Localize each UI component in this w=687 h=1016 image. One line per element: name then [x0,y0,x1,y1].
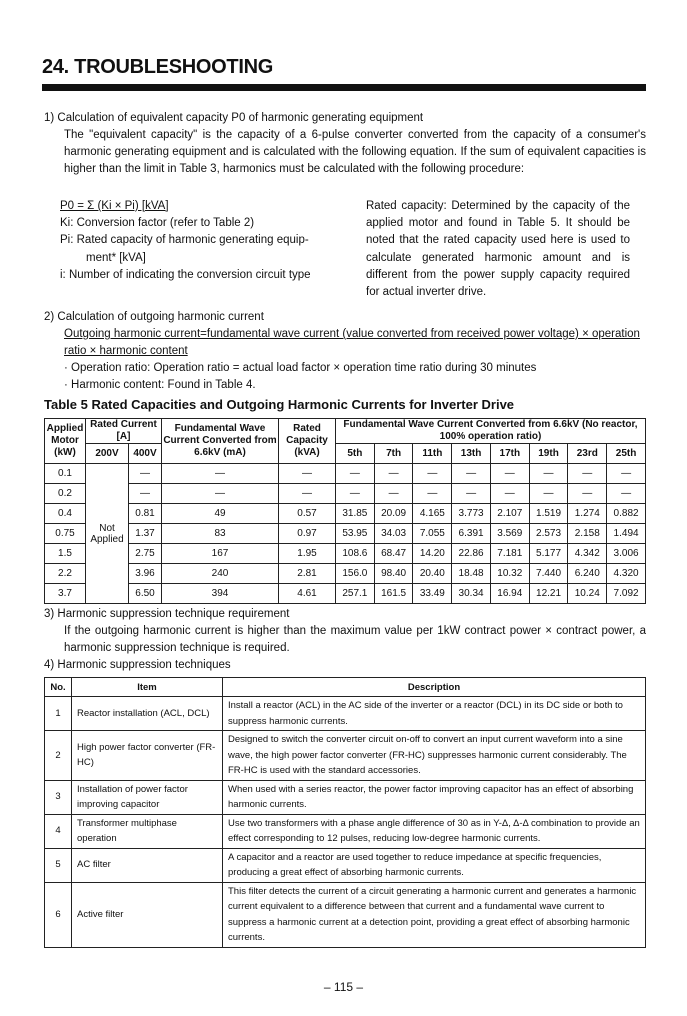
cell-item: Installation of power factor improving capacitor [72,780,223,814]
th-no: No. [45,678,72,697]
cell-harmonic: 6.240 [568,564,607,584]
cell-harmonic: 33.49 [413,584,452,604]
cell-capacity: 0.57 [279,504,336,524]
th-description: Description [223,678,646,697]
cell-desc: When used with a series reactor, the power factor improving capacitor has an effect of absorbing harmonic currents. [223,780,646,814]
table-row [45,484,646,504]
table-row [45,814,646,848]
cell-harmonic: 18.48 [452,564,491,584]
cell-harmonic: 22.86 [452,544,491,564]
cell-200v-not-applied: Not Applied [86,464,129,604]
formula-block [60,198,350,284]
cell-harmonic: — [336,484,375,504]
cell-harmonic: 10.24 [568,584,607,604]
cell-fundamental: — [162,484,279,504]
techniques-table [44,677,646,948]
cell-harmonic: 98.40 [374,564,413,584]
table-row [45,697,646,731]
cell-harmonic: — [374,464,413,484]
cell-400v: 3.96 [129,564,162,584]
cell-item: Transformer multiphase operation [72,814,223,848]
cell-harmonic: 156.0 [336,564,375,584]
th-fundamental: Fundamental Wave Current Converted from 6.6kV (mA) [162,419,279,464]
cell-harmonic: — [529,484,568,504]
cell-no: 5 [45,848,72,882]
section-4-heading: 4) Harmonic suppression techniques [44,659,231,671]
bullet-operation-ratio: · Operation ratio: Operation ratio = actual load factor × operation time ratio during 30 minutes [64,362,537,374]
cell-harmonic: — [452,464,491,484]
cell-capacity: 1.95 [279,544,336,564]
cell-harmonic: 1.274 [568,504,607,524]
cell-item: High power factor converter (FR-HC) [72,731,223,781]
cell-harmonic: 30.34 [452,584,491,604]
cell-400v: — [129,484,162,504]
cell-no: 6 [45,882,72,947]
cell-desc: Designed to switch the converter circuit on-off to convert an input current waveform into a sine wave, the high power factor converter (FR-HC) suppresses harmonic current considerably. The FR-HC is used with the standard accessories. [223,731,646,781]
cell-kw: 0.4 [45,504,86,524]
th-order: 5th [336,444,375,464]
cell-kw: 0.1 [45,464,86,484]
cell-harmonic: 68.47 [374,544,413,564]
cell-no: 1 [45,697,72,731]
cell-harmonic: — [490,464,529,484]
cell-harmonic: 108.6 [336,544,375,564]
cell-harmonic: 3.006 [607,544,646,564]
cell-capacity: — [279,464,336,484]
title-rule [42,84,646,91]
bullet-harmonic-content: · Harmonic content: Found in Table 4. [64,379,256,391]
cell-desc: This filter detects the current of a circuit generating a harmonic current and generates a harmonic current equivalent to a difference between that current and a fundamental wave current to suppress a harmonic current at a detection point, providing a great effect of absorbing harmonic currents. [223,882,646,947]
cell-capacity: 0.97 [279,524,336,544]
cell-fundamental: 240 [162,564,279,584]
cell-kw: 0.2 [45,484,86,504]
table-row [45,848,646,882]
cell-harmonic: 0.882 [607,504,646,524]
cell-fundamental: 49 [162,504,279,524]
table-row [45,584,646,604]
page-number: – 115 – [323,980,364,994]
th-400v: 400V [129,444,162,464]
table-row [45,504,646,524]
cell-fundamental: — [162,464,279,484]
cell-kw: 3.7 [45,584,86,604]
cell-harmonic: 5.177 [529,544,568,564]
th-harmonics: Fundamental Wave Current Converted from 6.6kV (No reactor, 100% operation ratio) [336,419,646,444]
table-row [45,731,646,781]
section-3-paragraph: If the outgoing harmonic current is higher than the maximum value per 1kW contract power × contract power, a harmonic suppression technique is required. [64,625,646,655]
th-order: 13th [452,444,491,464]
cell-harmonic: 4.165 [413,504,452,524]
cell-fundamental: 394 [162,584,279,604]
cell-harmonic: — [607,484,646,504]
cell-harmonic: 161.5 [374,584,413,604]
table-row [45,524,646,544]
table5-caption: Table 5 Rated Capacities and Outgoing Harmonic Currents for Inverter Drive [44,397,515,412]
table-row [45,464,646,484]
th-order: 7th [374,444,413,464]
table-row [45,564,646,584]
cell-harmonic: 3.773 [452,504,491,524]
cell-harmonic: — [374,484,413,504]
cell-harmonic: — [452,484,491,504]
th-order: 17th [490,444,529,464]
cell-harmonic: 34.03 [374,524,413,544]
th-order: 11th [413,444,452,464]
cell-no: 2 [45,731,72,781]
cell-400v: 1.37 [129,524,162,544]
cell-harmonic: — [336,464,375,484]
cell-harmonic: 20.09 [374,504,413,524]
pi-definition: Pi: Rated capacity of harmonic generating equip- [60,234,309,247]
cell-fundamental: 167 [162,544,279,564]
cell-no: 3 [45,780,72,814]
cell-capacity: 4.61 [279,584,336,604]
outgoing-formula-text: Outgoing harmonic current=fundamental wave current (value converted from received power voltage) × operation ratio × harmonic content [64,328,640,358]
page-title: 24. TROUBLESHOOTING [42,56,273,78]
cell-harmonic: — [568,484,607,504]
cell-harmonic: 7.092 [607,584,646,604]
th-order: 25th [607,444,646,464]
cell-harmonic: 1.494 [607,524,646,544]
th-200v: 200V [86,444,129,464]
section-1-heading: 1) Calculation of equivalent capacity P0 of harmonic generating equipment [44,112,424,124]
th-order: 23rd [568,444,607,464]
cell-400v: 0.81 [129,504,162,524]
cell-harmonic: 6.391 [452,524,491,544]
table-row [45,882,646,947]
outgoing-formula [64,326,649,360]
cell-harmonic: — [568,464,607,484]
formula: P0 = Σ (Ki × Pi) [kVA] [60,200,169,212]
cell-harmonic: 7.181 [490,544,529,564]
cell-harmonic: — [490,484,529,504]
cell-harmonic: 4.320 [607,564,646,584]
cell-harmonic: 7.055 [413,524,452,544]
cell-harmonic: 53.95 [336,524,375,544]
th-order: 19th [529,444,568,464]
cell-capacity: — [279,484,336,504]
cell-kw: 0.75 [45,524,86,544]
cell-fundamental: 83 [162,524,279,544]
section-2-heading: 2) Calculation of outgoing harmonic current [44,311,264,323]
cell-harmonic: 7.440 [529,564,568,584]
th-rated-current: Rated Current [A] [86,419,162,444]
table5 [44,418,646,604]
cell-harmonic: 20.40 [413,564,452,584]
cell-item: AC filter [72,848,223,882]
cell-desc: Install a reactor (ACL) in the AC side of the inverter or a reactor (DCL) in its DC side or both to suppress harmonic currents. [223,697,646,731]
cell-kw: 2.2 [45,564,86,584]
cell-harmonic: — [413,484,452,504]
cell-kw: 1.5 [45,544,86,564]
cell-harmonic: 3.569 [490,524,529,544]
cell-harmonic: — [529,464,568,484]
cell-desc: Use two transformers with a phase angle difference of 30 as in Y-Δ, Δ-Δ combination to provide an effect corresponding to 12 pulses, reducing low-degree harmonic currents. [223,814,646,848]
table-row [45,780,646,814]
cell-harmonic: — [607,464,646,484]
cell-harmonic: 12.21 [529,584,568,604]
cell-harmonic: 31.85 [336,504,375,524]
section-1-paragraph: The "equivalent capacity" is the capacity of a 6-pulse converter converted from the capacity of a consumer's harmonic generating equipment and is calculated with the following equation. If the sum of equivalent capacities is higher than the limit in Table 3, harmonics must be calculated with the following procedure: [64,129,646,176]
section-3-heading: 3) Harmonic suppression technique requirement [44,608,290,620]
cell-capacity: 2.81 [279,564,336,584]
th-capacity: Rated Capacity (kVA) [279,419,336,464]
table-row [45,544,646,564]
cell-harmonic: 2.158 [568,524,607,544]
cell-harmonic: 257.1 [336,584,375,604]
cell-harmonic: 14.20 [413,544,452,564]
cell-harmonic: 10.32 [490,564,529,584]
th-item: Item [72,678,223,697]
cell-desc: A capacitor and a reactor are used together to reduce impedance at specific frequencies, producing a great effect of absorbing harmonic currents. [223,848,646,882]
cell-harmonic: 2.573 [529,524,568,544]
cell-400v: — [129,464,162,484]
i-definition: i: Number of indicating the conversion circuit type [60,268,311,281]
cell-harmonic: 2.107 [490,504,529,524]
ki-definition: Ki: Conversion factor (refer to Table 2) [60,217,255,230]
pi-definition-cont: ment* [kVA] [86,251,146,264]
cell-harmonic: 4.342 [568,544,607,564]
rated-capacity-note: Rated capacity: Determined by the capacity of the applied motor and found in Table 5. It should be noted that the rated capacity used here is used to calculate generated harmonic amount and is different from the power supply capacity required for actual inverter drive. [366,200,630,299]
cell-400v: 6.50 [129,584,162,604]
cell-400v: 2.75 [129,544,162,564]
cell-no: 4 [45,814,72,848]
th-motor: Applied Motor (kW) [45,419,86,464]
cell-item: Active filter [72,882,223,947]
cell-harmonic: — [413,464,452,484]
cell-harmonic: 1.519 [529,504,568,524]
cell-harmonic: 16.94 [490,584,529,604]
cell-item: Reactor installation (ACL, DCL) [72,697,223,731]
